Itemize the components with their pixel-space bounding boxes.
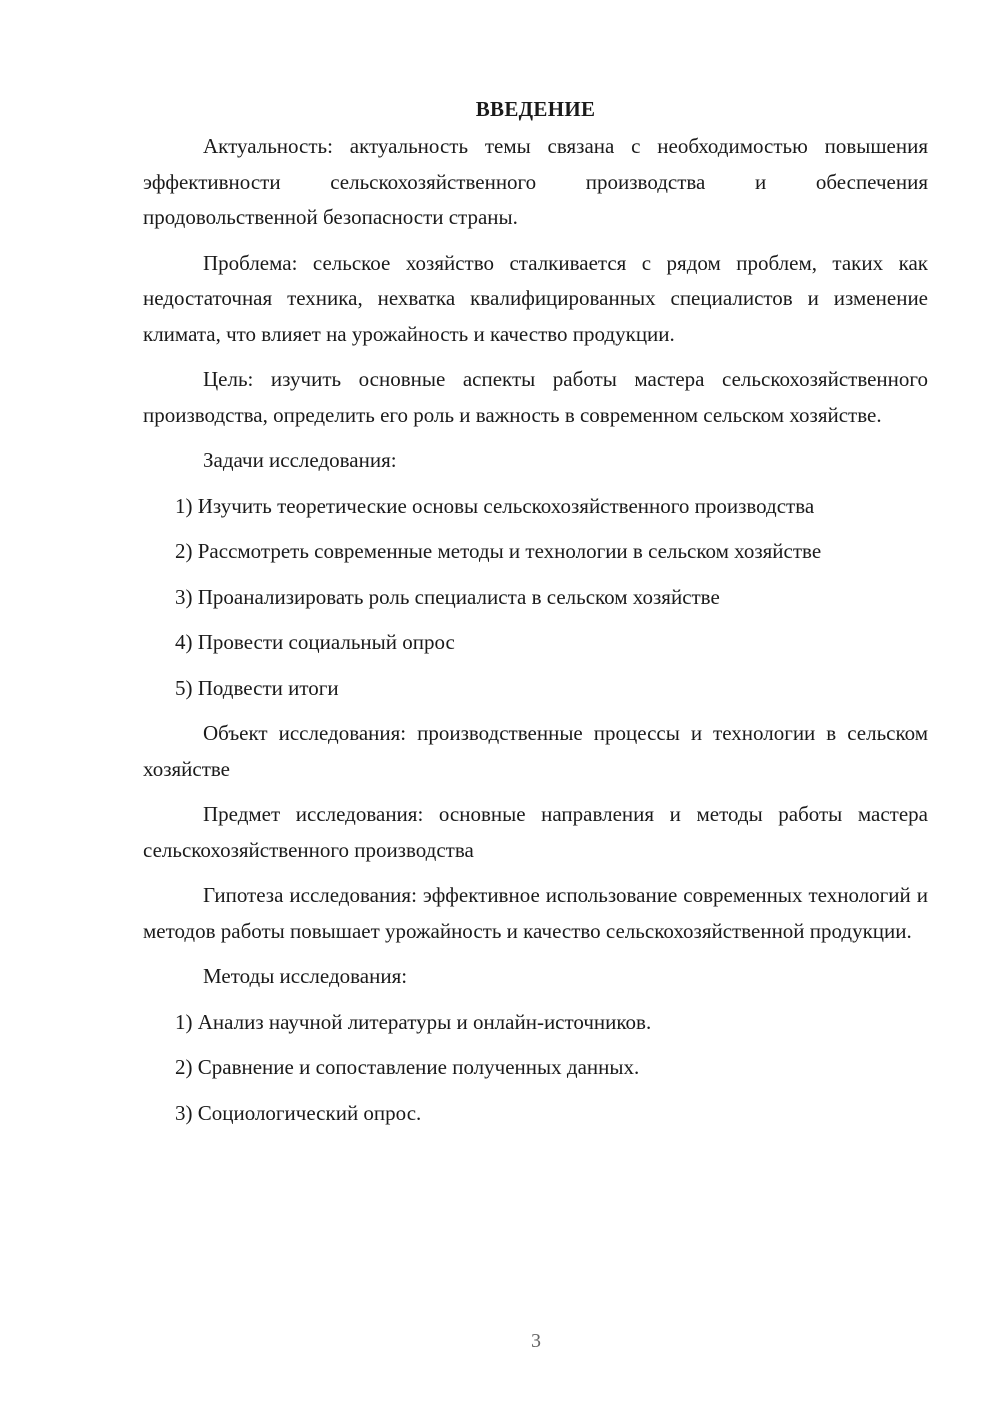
method-item: 1) Анализ научной литературы и онлайн-источников. [175, 1009, 652, 1034]
paragraph-problem: Проблема: сельское хозяйство сталкивается с рядом проблем, таких как недостаточная техника, нехватка квалифицированных специалистов и изменение климата, что влияет на урожайность и качество продукции. [143, 250, 928, 346]
task-item: 5) Подвести итоги [175, 675, 339, 700]
paragraph-subject: Предмет исследования: основные направления и методы работы мастера сельскохозяйственного производства [143, 802, 928, 862]
tasks-heading: Задачи исследования: [203, 448, 397, 472]
method-item: 2) Сравнение и сопоставление полученных данных. [175, 1055, 640, 1079]
method-item: 3) Социологический опрос. [175, 1100, 422, 1125]
task-item: 2) Рассмотреть современные методы и технологии в сельском хозяйстве [175, 539, 822, 563]
paragraph-hypothesis: Гипотеза исследования: эффективное использование современных технологий и методов работы повышает урожайность и качество сельскохозяйственной продукции. [143, 883, 928, 943]
task-item: 3) Проанализировать роль специалиста в сельском хозяйстве [175, 584, 720, 609]
paragraph-goal: Цель: изучить основные аспекты работы мастера сельскохозяйственного производства, определить его роль и важность в современном сельском хозяйстве. [143, 367, 928, 427]
document-page [143, 92, 928, 1141]
page-number: 3 [531, 1330, 541, 1352]
document-title: ВВЕДЕНИЕ [475, 97, 596, 121]
paragraph-relevance: Актуальность: актуальность темы связана с необходимостью повышения эффективности сельскохозяйственного производства и обеспечения продовольственной безопасности страны. [143, 134, 928, 229]
paragraph-object: Объект исследования: производственные процессы и технологии в сельском хозяйстве [143, 721, 928, 781]
task-item: 4) Провести социальный опрос [175, 630, 455, 654]
task-item: 1) Изучить теоретические основы сельскохозяйственного производства [175, 493, 815, 518]
methods-heading: Методы исследования: [203, 964, 408, 988]
